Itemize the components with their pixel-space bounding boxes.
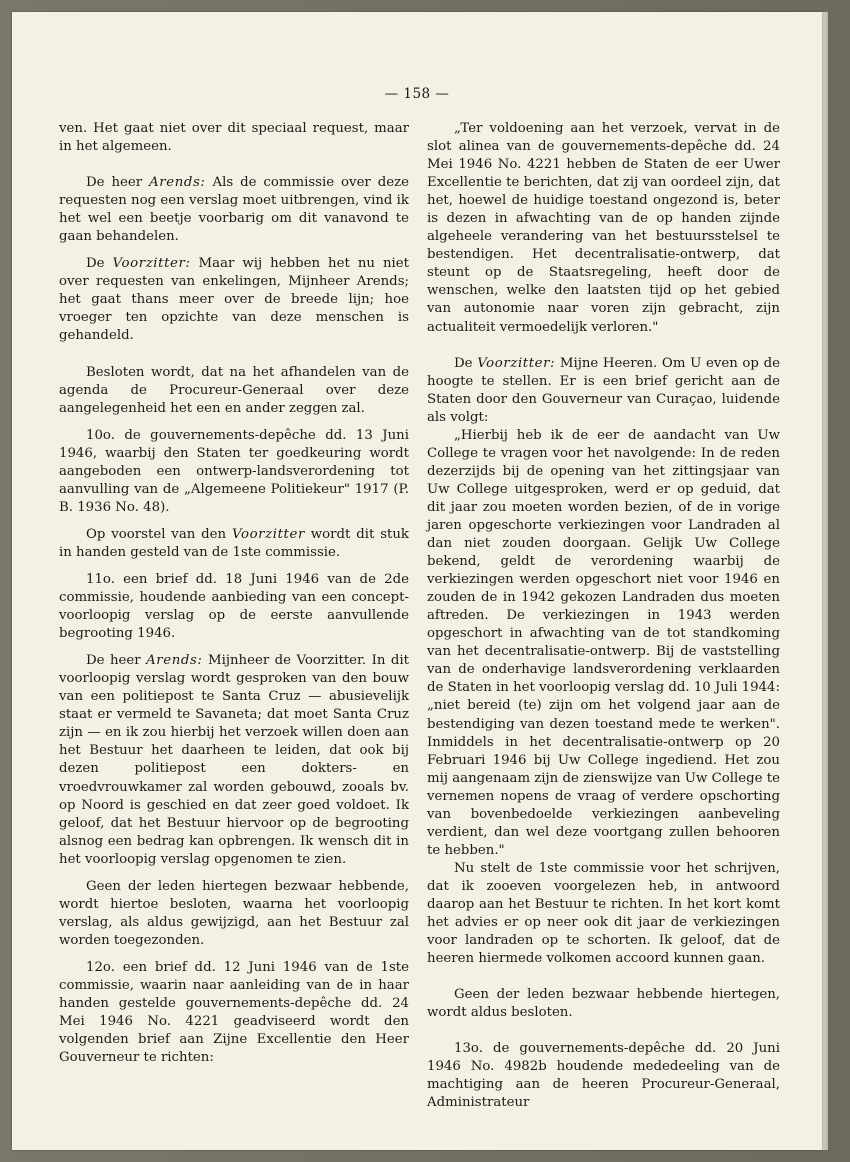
paragraph-lead: De heer bbox=[86, 175, 150, 191]
paragraph-gap bbox=[59, 562, 409, 571]
paragraph-text: 10o. de gouvernements-depêche dd. 13 Juni 1946, waarbij den Staten ter goedkeuring wordt aangeboden een ontwerp-landsverordening tot aanvulling van de „Algemeene Politiekeur" 1917 (P. B. 1936 No. 48). bbox=[59, 427, 409, 515]
speaker-role: Arends: bbox=[149, 175, 206, 191]
document-page bbox=[12, 12, 822, 1150]
paragraph-text: Mijne Heeren. Om U even op de hoogte te stellen. Er is een brief gericht aan de Staten door den Gouverneur van Curaçao, luidende als volgt: bbox=[427, 355, 780, 425]
paragraph bbox=[59, 174, 409, 246]
paragraph-text: Geen der leden bezwaar hebbende hiertegen, wordt aldus besloten. bbox=[427, 987, 780, 1021]
paragraph-text: Mijnheer de Voorzitter. In dit voorloopig verslag wordt gesproken van den bouw van een politiepost te Santa Cruz — abusievelijk staat er vermeld te Savaneta; dat moet Santa Cruz zijn — en ik zou hierbij het verzoek willen doen aan het Bestuur het daarheen te leiden, dat ook bij dezen politiepost een dokters- en vroedvrouwkamer zal worden gebouwd, zooals bv. op Noord is geschied en dat zeer goed voldoet. Ik geloof, dat het Bestuur hiervoor op de begrooting alsnog een bedrag kan opbrengen. Ik wensch dit in het voorloopig verslag opgenomen te zien. bbox=[59, 653, 409, 867]
paragraph-lead: De bbox=[86, 256, 113, 272]
paragraph bbox=[427, 427, 780, 860]
paragraph-text: 11o. een brief dd. 18 Juni 1946 van de 2de commissie, houdende aanbieding van een concept-voorloopig verslag op de eerste aanvullende begrooting 1946. bbox=[59, 571, 409, 642]
paragraph-gap bbox=[427, 1022, 780, 1040]
paragraph-text: Als de commissie over deze requesten nog een verslag moet uitbrengen, vind ik het wel een beetje voorbarig om dit vanavond te gaan behandelen. bbox=[59, 175, 409, 245]
paragraph-gap bbox=[59, 950, 409, 959]
paragraph bbox=[427, 1040, 780, 1112]
paragraph bbox=[59, 120, 409, 156]
paragraph bbox=[59, 526, 409, 562]
paragraph-text: 13o. de gouvernements-depêche dd. 20 Juni 1946 No. 4982b houdende mededeeling van de machtiging aan de heeren Procureur-Generaal, Administrateur bbox=[427, 1041, 780, 1111]
paragraph bbox=[59, 652, 409, 869]
paragraph-lead: De heer bbox=[86, 653, 147, 669]
paragraph-text: ven. Het gaat niet over dit speciaal request, maar in het algemeen. bbox=[59, 121, 409, 155]
speaker-role: Voorzitter: bbox=[477, 355, 556, 371]
paragraph bbox=[427, 120, 780, 337]
paragraph bbox=[59, 959, 409, 1067]
paragraph-gap bbox=[59, 517, 409, 526]
left-column bbox=[59, 120, 409, 1067]
right-column bbox=[427, 120, 780, 1112]
paragraph-text: Maar wij hebben het nu niet over requesten van enkelingen, Mijnheer Arends; het gaat thans meer over de breede lijn; hoe vroeger ten opzichte van deze menschen is gehandeld. bbox=[59, 256, 409, 344]
paragraph-gap bbox=[427, 337, 780, 355]
paragraph-gap bbox=[59, 156, 409, 174]
paragraph-text: Besloten wordt, dat na het afhandelen van de agenda de Procureur-Generaal over deze aangelegenheid het een en ander zeggen zal. bbox=[59, 364, 409, 416]
page-edge bbox=[822, 12, 828, 1150]
paragraph bbox=[427, 355, 780, 427]
paragraph-text: 12o. een brief dd. 12 Juni 1946 van de 1ste commissie, waarin naar aanleiding van de in haar handen gestelde gouvernements-depêche dd. 24 Mei 1946 No. 4221 geadviseerd wordt den volgenden brief aan Zijne Excellentie den Heer Gouverneur te richten: bbox=[59, 959, 409, 1066]
paragraph-text: Nu stelt de 1ste commissie voor het schrijven, dat ik zooeven voorgelezen heb, in antwoord daarop aan het Bestuur te richten. In het kort komt het advies er op neer ook dit jaar de verkiezingen voor landraden op te schorten. Ik geloof, dat de heeren hiermede volkomen accoord kunnen gaan. bbox=[427, 860, 780, 967]
page-number: — 158 — bbox=[384, 86, 450, 102]
paragraph bbox=[427, 860, 780, 968]
paragraph-lead: Op voorstel van den bbox=[86, 526, 232, 542]
paragraph-text: wordt dit stuk in handen gesteld van de 1ste commissie. bbox=[59, 526, 409, 560]
paragraph-gap bbox=[59, 418, 409, 427]
paragraph bbox=[59, 255, 409, 345]
speaker-role: Voorzitter: bbox=[112, 256, 191, 272]
paragraph bbox=[59, 878, 409, 950]
paragraph bbox=[59, 571, 409, 643]
paragraph-gap bbox=[427, 968, 780, 986]
paragraph-gap bbox=[59, 346, 409, 364]
paragraph-gap bbox=[59, 643, 409, 652]
paragraph bbox=[59, 364, 409, 418]
speaker-role: Arends: bbox=[146, 653, 203, 669]
paragraph bbox=[427, 986, 780, 1022]
speaker-role: Voorzitter bbox=[231, 526, 305, 542]
paragraph bbox=[59, 427, 409, 517]
paragraph-text: Geen der leden hiertegen bezwaar hebbende, wordt hiertoe besloten, waarna het voorloopig verslag, als aldus gewijzigd, aan het Bestuur zal worden toegezonden. bbox=[59, 878, 409, 948]
paragraph-gap bbox=[59, 246, 409, 255]
paragraph-text: „Hierbij heb ik de eer de aandacht van Uw College te vragen voor het navolgende: In de reden dezerzijds bij de opening van het zittingsjaar van Uw College uitgesproken, werd er op geduid, dat dit jaar zou moeten worden bezien, of de in vorige jaren opgeschorte verkiezingen voor Landraden al dan niet zouden doorgaan. Gelijk Uw College bekend, geldt de verordening waarbij de verkiezingen werden opgeschort niet voor 1946 en zouden de in 1942 gekozen Landraden dus moeten aftreden. De verkiezingen in 1943 werden opgeschort in afwachting van de tot standkoming van het decentralisatie-ontwerp. Bij de vaststelling van de onderhavige landsverordening verklaarden de Staten in het voorloopig verslag dd. 10 Juli 1944: „niet bereid (te) zijn om het volgend jaar aan de bestendiging van dezen toestand mede te werken". Inmiddels in het decentralisatie-ontwerp op 20 Februari 1946 bij Uw College ingediend. Het zou mij aangenaam zijn de zienswijze van Uw College te vernemen nopens de vraag of verdere opschorting van bovenbedoelde verkiezingen aanbeveling verdient, dan wel deze voortgang zullen behooren te hebben." bbox=[427, 427, 780, 858]
paragraph-lead: De bbox=[454, 355, 478, 371]
paragraph-text: „Ter voldoening aan het verzoek, vervat in de slot alinea van de gouvernements-depêche dd. 24 Mei 1946 No. 4221 hebben de Staten de eer Uwer Excellentie te berichten, dat zij van oordeel zijn, dat het, hoewel de huidige toestand ongezond is, beter is dezen in afwachting van de op handen zijnde algeheele verandering van het bestuursstelsel te bestendigen. Het decentralisatie-ontwerp, dat steunt op de Staatsregeling, heeft door de wenschen, welke den laatsten tijd op het gebied van autonomie naar voren zijn gebracht, zijn actualiteit vermoedelijk verloren." bbox=[427, 121, 780, 335]
paragraph-gap bbox=[59, 869, 409, 878]
